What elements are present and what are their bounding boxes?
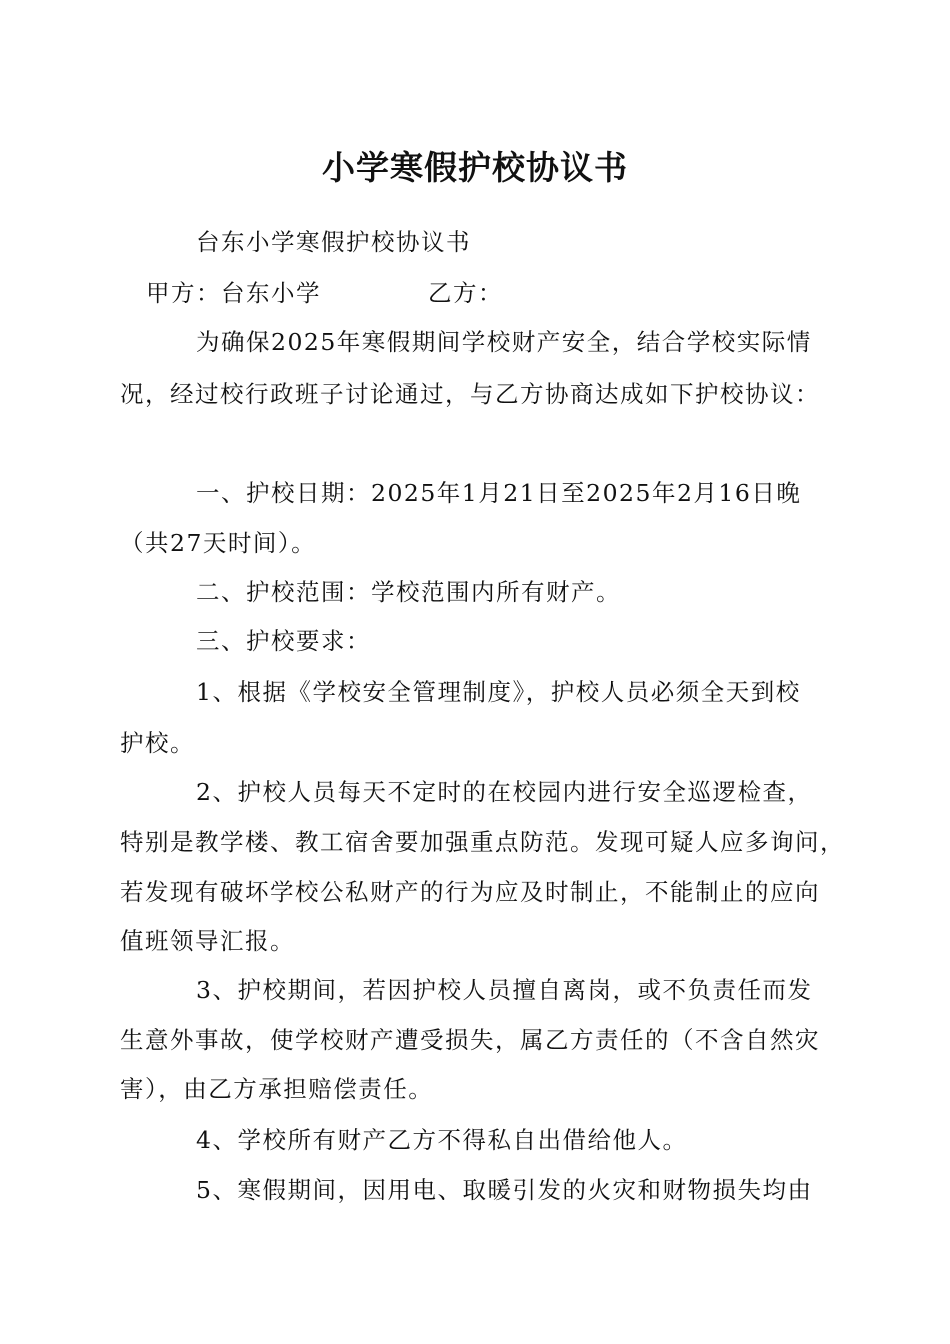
subtitle: 台东小学寒假护校协议书 bbox=[196, 228, 471, 256]
document-title: 小学寒假护校协议书 bbox=[322, 148, 628, 187]
req2-line-2: 特别是教学楼、教工宿舍要加强重点防范。发现可疑人应多询问， bbox=[120, 828, 845, 856]
item1-line-2: （共27天时间）。 bbox=[120, 529, 317, 557]
req1-line-2: 护校。 bbox=[120, 729, 195, 757]
req3-line-2: 生意外事故，使学校财产遭受损失，属乙方责任的（不含自然灾 bbox=[120, 1026, 820, 1054]
party-a: 甲方：台东小学 bbox=[146, 279, 321, 307]
req3-line-3: 害），由乙方承担赔偿责任。 bbox=[120, 1075, 434, 1103]
req2-line-4: 值班领导汇报。 bbox=[120, 927, 295, 955]
item2: 二、护校范围：学校范围内所有财产。 bbox=[196, 578, 621, 606]
req2-line-3: 若发现有破坏学校公私财产的行为应及时制止，不能制止的应向 bbox=[120, 878, 820, 906]
party-b: 乙方： bbox=[428, 279, 503, 307]
req3-line-1: 3、护校期间，若因护校人员擅自离岗，或不负责任而发 bbox=[196, 976, 813, 1004]
req2-line-1: 2、护校人员每天不定时的在校园内进行安全巡逻检查， bbox=[196, 778, 813, 806]
item1-line-1: 一、护校日期：2025年1月21日至2025年2月16日晚 bbox=[196, 479, 802, 507]
intro-line-2: 况，经过校行政班子讨论通过，与乙方协商达成如下护校协议： bbox=[120, 380, 820, 408]
req1-line-1: 1、根据《学校安全管理制度》，护校人员必须全天到校 bbox=[196, 678, 801, 706]
intro-line-1: 为确保2025年寒假期间学校财产安全，结合学校实际情 bbox=[196, 328, 812, 356]
req4: 4、学校所有财产乙方不得私自出借给他人。 bbox=[196, 1126, 688, 1154]
req5-line-1: 5、寒假期间，因用电、取暖引发的火灾和财物损失均由 bbox=[196, 1176, 813, 1204]
item3: 三、护校要求： bbox=[196, 627, 371, 655]
